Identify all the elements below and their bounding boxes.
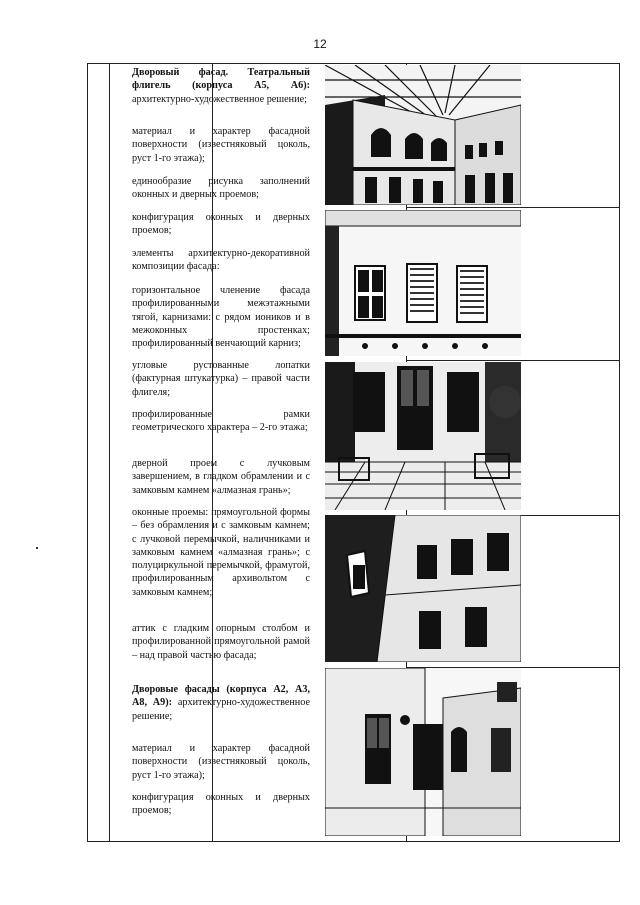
section1-item: профилированные рамки геометрического характера – 2-го этажа; <box>132 409 310 434</box>
section2-heading-block <box>132 683 310 723</box>
section1-item: материал и характер фасадной поверхности (известняковый цоколь, руст 1-го этажа); <box>132 126 310 164</box>
facade-windows-photo <box>325 210 521 356</box>
section1-item: дверной проем с лучковым завершением, в гладком обрамлении и с замковым камнем «алмазная грань»; <box>132 458 310 496</box>
section1-item: аттик с гладким опорным столбом и профилированной прямоугольной рамой – над правой частью фасада; <box>132 623 310 661</box>
section1-item: горизонтальное членение фасада профилированными межэтажными тягой, карнизами: с рядом иоников и в межоконных простенках; профилированный венчающий карниз; <box>132 285 310 350</box>
section1-heading: Дворовый фасад. Театральный флигель (корпуса А5, А6): <box>132 67 310 92</box>
lantern-facade-photo <box>325 515 521 662</box>
column-divider <box>109 64 110 841</box>
section1-heading-block <box>132 66 310 106</box>
photo-divider <box>406 207 619 208</box>
photo-divider <box>406 360 619 361</box>
section1-item: оконные проемы: прямоугольной формы – без обрамления и с замковым камнем; с лучковой перемычкой, наличниками и замковым камнем «алмазная грань»; с полуциркульной перемычкой, фрамугой, профилированным архивольтом с замковым камнем; <box>132 507 310 598</box>
section2-item: материал и характер фасадной поверхности (известняковый цоколь, руст 1-го этажа); <box>132 743 310 781</box>
courtyard-glass-roof-photo <box>325 65 521 205</box>
section2-heading-tail: архитектурно-художественное решение; <box>132 697 311 722</box>
section1-item: конфигурация оконных и дверных проемов; <box>132 212 310 237</box>
courtyard-passage-photo <box>325 668 521 836</box>
section1-heading-tail: архитектурно-художественное решение; <box>132 93 307 105</box>
section1-item: угловые рустованные лопатки (фактурная штукатурка) – правой части флигеля; <box>132 360 310 398</box>
section2-heading: Дворовые фасады (корпуса А2, А3, А8, А9): <box>132 684 310 709</box>
courtyard-door-photo <box>325 362 521 510</box>
page-number: 12 <box>313 37 327 51</box>
section1-item: элементы архитектурно-декоративной композиции фасада: <box>132 248 310 273</box>
scan-speck <box>36 547 38 549</box>
section2-item: конфигурация оконных и дверных проемов; <box>132 792 310 817</box>
section1-item: единообразие рисунка заполнений оконных и дверных проемов; <box>132 176 310 201</box>
